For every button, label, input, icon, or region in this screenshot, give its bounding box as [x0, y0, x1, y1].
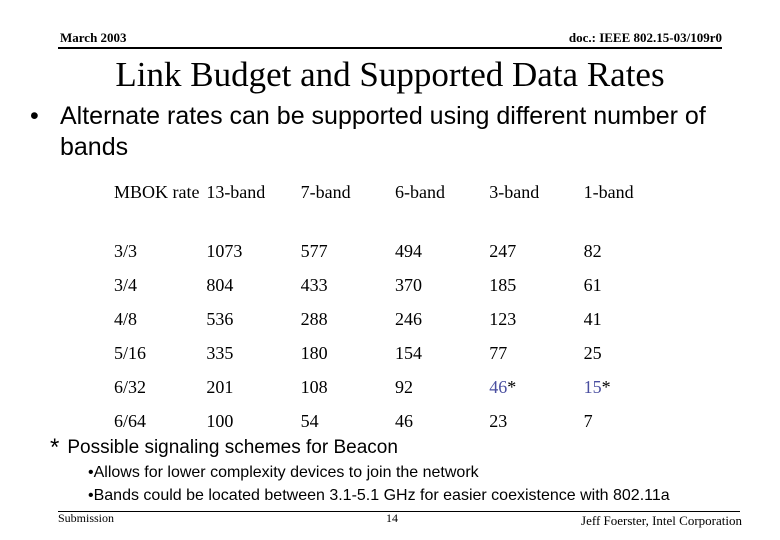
table-header-cell: 6-band — [394, 182, 445, 202]
table-cell: 5/16 — [114, 343, 147, 363]
table-header-cell: 1-band — [583, 182, 634, 202]
table-cell: 123 — [489, 309, 517, 329]
slide-title: Link Budget and Supported Data Rates — [115, 55, 665, 94]
table-cell: 247 — [489, 241, 517, 261]
table-cell: 6/64 — [114, 411, 147, 431]
beacon-note-text: Possible signaling schemes for Beacon — [67, 437, 398, 458]
table-header-cell: MBOK rate — [114, 182, 200, 202]
table-cell: 3/4 — [114, 275, 138, 295]
bullet-point — [30, 101, 765, 163]
table-cell: 1073 — [206, 241, 243, 261]
table-cell: 46 — [394, 411, 413, 431]
table-header-cell: 13-band — [206, 182, 266, 202]
header-divider — [58, 47, 722, 49]
table-cell-beacon — [483, 372, 577, 406]
table-row — [108, 304, 672, 338]
table-cell: 82 — [583, 241, 602, 261]
table-row — [108, 270, 672, 304]
footer-author: Jeff Foerster, Intel Corporation — [581, 513, 742, 528]
table-cell: 3/3 — [114, 241, 138, 261]
table-row — [108, 372, 672, 406]
table-cell: 180 — [300, 343, 328, 363]
table-cell: 108 — [300, 377, 328, 397]
table-cell: 61 — [583, 275, 602, 295]
table-cell: 370 — [394, 275, 422, 295]
table-cell: 6/32 — [114, 377, 147, 397]
bullet-text: Alternate rates can be supported using different number of bands — [60, 102, 706, 161]
table-cell: 23 — [489, 411, 508, 431]
table-cell: 4/8 — [114, 309, 138, 329]
table-cell: 41 — [583, 309, 602, 329]
beacon-marker: * — [507, 377, 517, 397]
page-number: 14 — [386, 511, 398, 525]
table-cell: 335 — [206, 343, 234, 363]
sub-bullet: •Bands could be located between 3.1-5.1 GHz for easier coexistence with 802.11a — [88, 487, 670, 504]
bullet-dot-icon: • — [30, 102, 39, 130]
data-rate-table — [108, 176, 672, 440]
table-header-cell: 7-band — [300, 182, 351, 202]
table-header-row — [108, 176, 672, 236]
footer-submission: Submission — [58, 511, 115, 525]
table-cell: 100 — [206, 411, 234, 431]
beacon-rate-value: 15 — [583, 377, 602, 397]
table-cell: 288 — [300, 309, 328, 329]
beacon-marker: * — [601, 377, 611, 397]
table-cell: 577 — [300, 241, 328, 261]
beacon-note — [50, 432, 398, 460]
table-cell: 804 — [206, 275, 234, 295]
table-cell: 77 — [489, 343, 508, 363]
table-cell: 185 — [489, 275, 517, 295]
table-cell-beacon — [578, 372, 672, 406]
table-header-cell: 3-band — [489, 182, 540, 202]
table-cell: 92 — [394, 377, 413, 397]
asterisk-marker: * — [50, 434, 60, 461]
table-cell: 536 — [206, 309, 234, 329]
header-date: March 2003 — [60, 30, 127, 45]
header-doc-id: doc.: IEEE 802.15-03/109r0 — [568, 30, 722, 45]
table-cell: 154 — [394, 343, 422, 363]
table-cell: 494 — [394, 241, 422, 261]
table-cell: 7 — [583, 411, 593, 431]
table-cell: 201 — [206, 377, 234, 397]
table-row — [108, 338, 672, 372]
sub-bullet: •Allows for lower complexity devices to join the network — [88, 464, 479, 481]
footer-divider — [58, 511, 740, 512]
beacon-rate-value: 46 — [489, 377, 508, 397]
table-cell: 25 — [583, 343, 602, 363]
table-cell: 54 — [300, 411, 319, 431]
table-cell: 246 — [394, 309, 422, 329]
table-row — [108, 236, 672, 270]
table-cell: 433 — [300, 275, 328, 295]
